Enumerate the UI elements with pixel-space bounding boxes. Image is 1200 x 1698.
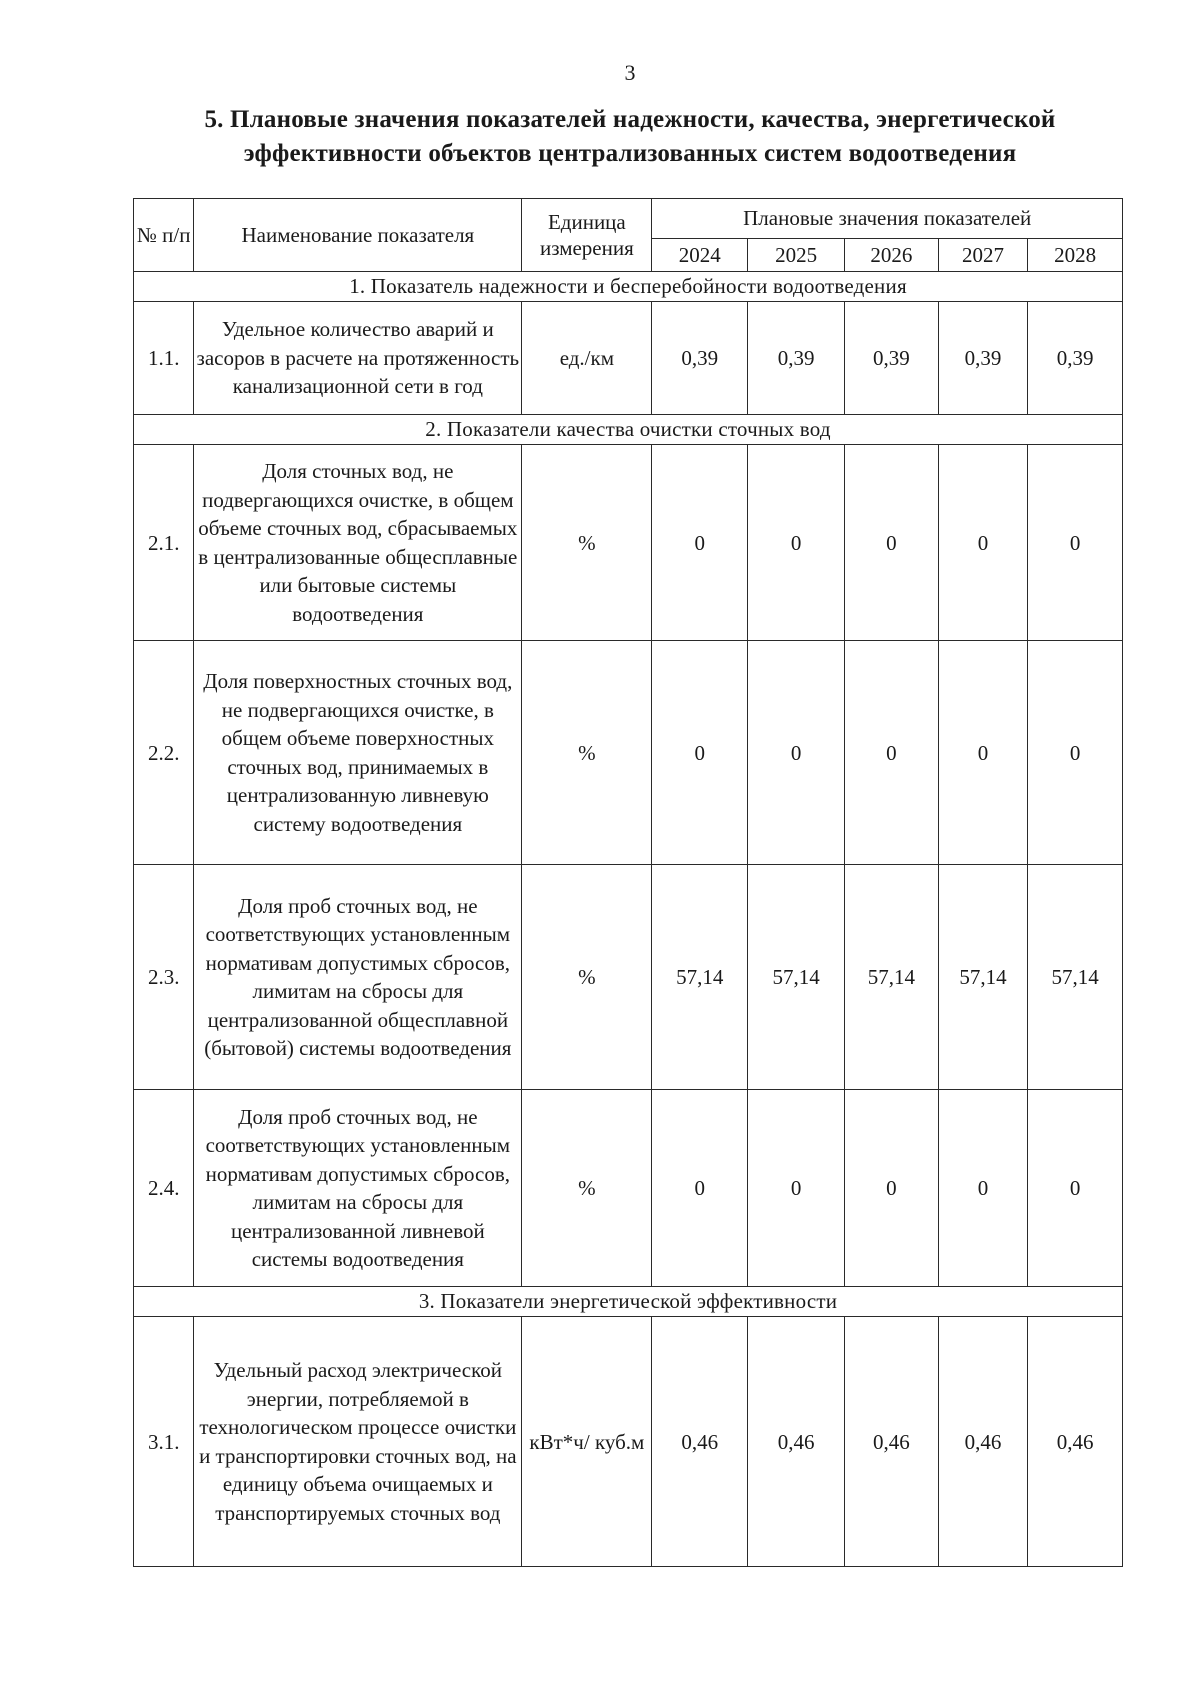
section-row xyxy=(134,415,1123,445)
row-number: 1.1. xyxy=(134,302,194,415)
document-title xyxy=(130,103,1130,171)
row-value: 57,14 xyxy=(1028,865,1123,1090)
row-value: 0,39 xyxy=(652,302,748,415)
row-value: 0,46 xyxy=(748,1317,845,1567)
row-name: Удельное количество аварий и засоров в расчете на протяженность канализационной сети в год xyxy=(194,302,522,415)
header-number: № п/п xyxy=(134,199,194,272)
row-value: 0 xyxy=(1028,641,1123,865)
section-row xyxy=(134,272,1123,302)
header-name: Наименование показателя xyxy=(194,199,522,272)
row-unit: ед./км xyxy=(522,302,652,415)
row-value: 57,14 xyxy=(938,865,1028,1090)
row-value: 0,46 xyxy=(652,1317,748,1567)
row-value: 0,46 xyxy=(1028,1317,1123,1567)
indicators-table xyxy=(133,198,1123,1567)
row-number: 2.3. xyxy=(134,865,194,1090)
row-value: 0 xyxy=(845,641,939,865)
row-value: 0 xyxy=(938,641,1028,865)
row-value: 0,39 xyxy=(748,302,845,415)
table-row xyxy=(134,1090,1123,1287)
row-name: Доля проб сточных вод, не соответствующих установленным нормативам допустимых сбросов, лимитам на сбросы для централизованной ливневой системы водоотведения xyxy=(194,1090,522,1287)
row-value: 0 xyxy=(1028,445,1123,641)
row-value: 57,14 xyxy=(748,865,845,1090)
row-name: Доля сточных вод, не подвергающихся очистке, в общем объеме сточных вод, сбрасываемых в централизованные общесплавные или бытовые системы водоотведения xyxy=(194,445,522,641)
row-number: 2.4. xyxy=(134,1090,194,1287)
row-value: 0 xyxy=(845,1090,939,1287)
row-value: 0 xyxy=(748,1090,845,1287)
table-row xyxy=(134,865,1123,1090)
header-year: 2024 xyxy=(652,239,748,272)
row-value: 0,39 xyxy=(938,302,1028,415)
row-value: 0 xyxy=(938,1090,1028,1287)
page-number: 3 xyxy=(624,60,636,85)
row-unit: % xyxy=(522,445,652,641)
row-unit: % xyxy=(522,1090,652,1287)
row-unit: кВт*ч/ куб.м xyxy=(522,1317,652,1567)
row-value: 0,39 xyxy=(845,302,939,415)
section-title: 3. Показатели энергетической эффективности xyxy=(134,1287,1123,1317)
row-unit: % xyxy=(522,641,652,865)
row-value: 0 xyxy=(652,445,748,641)
row-value: 0 xyxy=(938,445,1028,641)
header-year: 2027 xyxy=(938,239,1028,272)
row-value: 0 xyxy=(845,445,939,641)
row-value: 0,46 xyxy=(845,1317,939,1567)
title-line-1: 5. Плановые значения показателей надежности, качества, энергетической xyxy=(204,106,1056,133)
row-value: 0,39 xyxy=(1028,302,1123,415)
row-value: 0,46 xyxy=(938,1317,1028,1567)
row-number: 2.1. xyxy=(134,445,194,641)
section-row xyxy=(134,1287,1123,1317)
row-value: 0 xyxy=(652,1090,748,1287)
row-value: 57,14 xyxy=(652,865,748,1090)
header-plan: Плановые значения показателей xyxy=(652,199,1123,239)
header-unit: Единица измерения xyxy=(522,199,652,272)
row-name: Удельный расход электрической энергии, потребляемой в технологическом процессе очистки и транспортировки сточных вод, на единицу объема очищаемых и транспортируемых сточных вод xyxy=(194,1317,522,1567)
table-row xyxy=(134,302,1123,415)
row-value: 0 xyxy=(748,641,845,865)
row-name: Доля проб сточных вод, не соответствующих установленным нормативам допустимых сбросов, лимитам на сбросы для централизованной общесплавной (бытовой) системы водоотведения xyxy=(194,865,522,1090)
section-title: 1. Показатель надежности и бесперебойности водоотведения xyxy=(134,272,1123,302)
row-value: 0 xyxy=(652,641,748,865)
table-row xyxy=(134,641,1123,865)
header-year: 2025 xyxy=(748,239,845,272)
row-number: 2.2. xyxy=(134,641,194,865)
row-value: 57,14 xyxy=(845,865,939,1090)
row-value: 0 xyxy=(748,445,845,641)
table-row xyxy=(134,445,1123,641)
row-value: 0 xyxy=(1028,1090,1123,1287)
row-number: 3.1. xyxy=(134,1317,194,1567)
header-year: 2028 xyxy=(1028,239,1123,272)
header-year: 2026 xyxy=(845,239,939,272)
row-unit: % xyxy=(522,865,652,1090)
table-row xyxy=(134,1317,1123,1567)
row-name: Доля поверхностных сточных вод, не подвергающихся очистке, в общем объеме поверхностных сточных вод, принимаемых в централизованную ливневую систему водоотведения xyxy=(194,641,522,865)
section-title: 2. Показатели качества очистки сточных вод xyxy=(134,415,1123,445)
title-line-2: эффективности объектов централизованных систем водоотведения xyxy=(243,140,1017,167)
